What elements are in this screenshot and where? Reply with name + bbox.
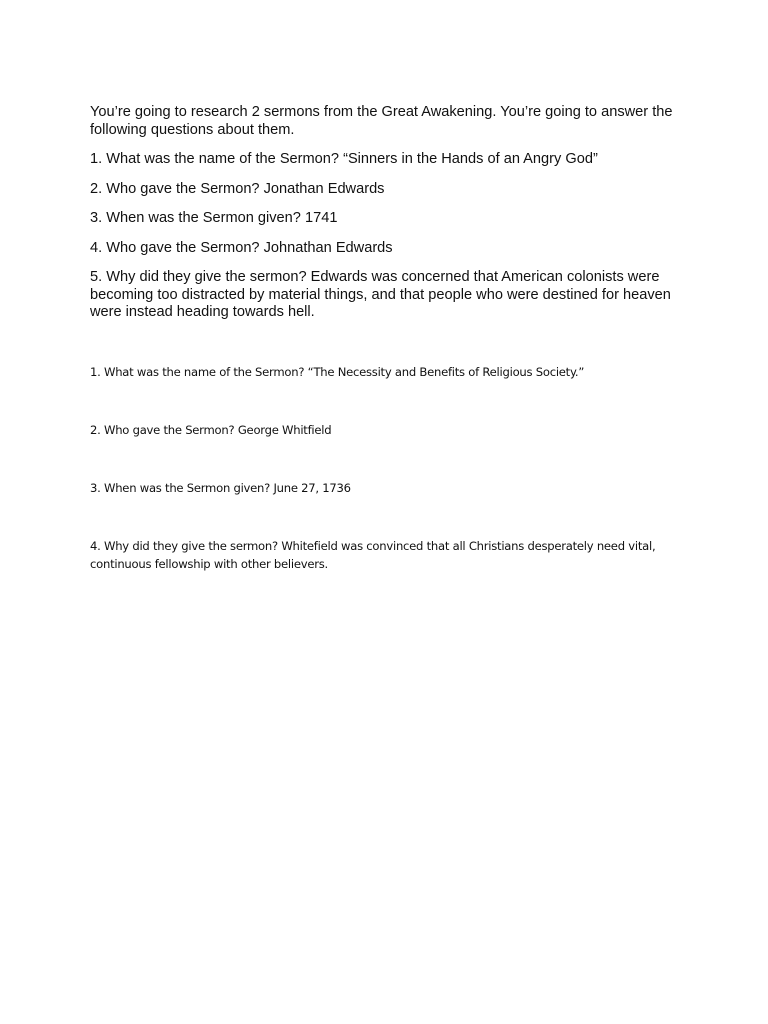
sermon1-question-speaker: 2. Who gave the Sermon? Jonathan Edwards: [90, 180, 385, 197]
sermon2-question-name: 1. What was the name of the Sermon? “The Necessity and Benefits of Religious Society.”: [90, 365, 585, 379]
sermon2-question-date: 3. When was the Sermon given? June 27, 1736: [90, 481, 351, 495]
sermon1-question-speaker-repeat: 4. Who gave the Sermon? Johnathan Edwards: [90, 239, 393, 256]
sermon2-question-reason: 4. Why did they give the sermon? Whitefield was convinced that all Christians desperately need vital, continuous fellowship with other believers.: [90, 539, 656, 571]
sermon-one-section: [90, 104, 682, 334]
sermon1-question-reason: 5. Why did they give the sermon? Edwards was concerned that American colonists were becoming too distracted by material things, and that people who were destined for heaven were instead heading towards hell.: [90, 269, 671, 320]
sermon1-question-date: 3. When was the Sermon given? 1741: [90, 210, 338, 226]
intro-paragraph: You’re going to research 2 sermons from the Great Awakening. You’re going to answer the following questions about them.: [90, 104, 673, 138]
sermon1-question-name: 1. What was the name of the Sermon? “Sinners in the Hands of an Angry God”: [90, 151, 598, 167]
sermon2-question-speaker: 2. Who gave the Sermon? George Whitfield: [90, 423, 332, 437]
sermon-two-section: [90, 363, 690, 613]
